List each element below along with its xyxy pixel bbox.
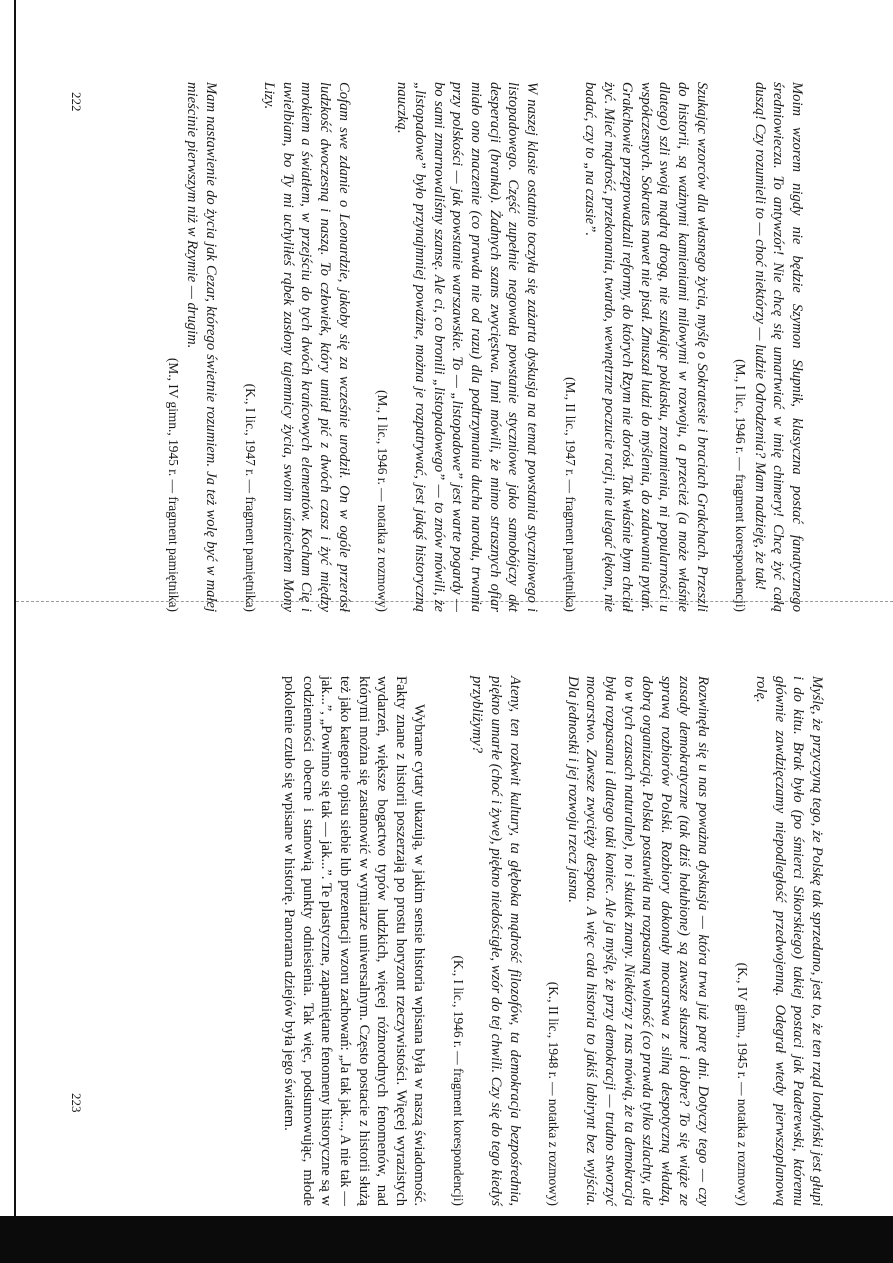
- quote-text: Mam nastawienie do życia jak Cezar, którego świetnie rozumiem. Ja też wolę być w małej mieścinie pierwszym niż w Rzymie — drugim.: [184, 82, 219, 612]
- body-paragraph: Wybrane cytaty ukazują, w jakim sensie historia wpisana była w naszą świadomość. Fakty znane z historii poszerzają po prostu horyzont rzeczywistości. Więcej wyrazistych wydarzeń, większe bogactwo typów ludzkich, więcej różnorodnych fenomenów, nad którymi można się zastanowić w wymiarze uniwersalnym. Często postacie z historii służą też jako kategorie opisu siebie lub prezentacji wzoru zachowań: „Ja tak jak..., A nie tak — jak...”, „Powinno się tak — jak...”. Te plastyczne, zapamiętane fenomeny historyczne są w codzienności obecne i stanowią punkty odniesienia. Tak więc, podsumowując, młode pokolenie czuło się wpisane w historię. Panorama dziejów była jego światem.: [281, 676, 428, 1206]
- scan-border: [0, 1216, 893, 1263]
- quote-text: W naszej klasie ostatnio toczyła się zażarta dyskusja na temat powstania styczniowego i listopadowego. Część zupełnie negowała powstanie styczniowe jako samobójczy akt desperacji (branka). Żadnych szans zwycięstwa. Inni mówili, że mimo strasznych ofiar miało ono znaczenie (co prawda nie od razu) dla podtrzymania ducha narodu, trwania przy polskości — jak powstanie warszawskie. To — „listopadowe” jest warte pogardy — bo sami zmarnowaliśmy szansę. Ale ci, co bronili „listopadowego” — to znów mówili, że „listopadowe” było przynajmniej poważne, można je rozpatrywać, jest jakąś historyczną nauczką.: [393, 82, 540, 612]
- quote-source: (M., IV gimn., 1945 r. — fragment pamiętnika): [165, 357, 181, 612]
- quote-source: (M., II lic., 1947 r. — fragment pamiętnika): [563, 376, 579, 612]
- quote-text: Rozwinęła się u nas poważna dyskusja — która trwa już parę dni. Dotyczy tego — czy zasady demokratyczne (tak dziś hołubione) są zawsze słuszne i dobre? To się wiąże ze sprawą rozbiorów Polski. Rozbiory dokonały mocarstwa z silną despotyczną władzą, dobrą organizacją. Polska postawiła na rozpasaną wolność (co prawda tylko szlachty, ale to w tych czasach naturalne), no i skutek znany. Niektórzy z nas mówią, że ta demokracja była rozpasana i dlatego taki koniec. Ale ja myślę, że przy demokracji — trudno stworzyć mocarstwo. Zawsze zwycięży despota. A więc cała historia to jakiś labirynt bez wyjścia. Dla jednostki i jej rozwoju rzecz jasna.: [564, 676, 712, 1206]
- quote-source: (K., II lic., 1948 r. — notatka z rozmowy): [546, 981, 562, 1206]
- quote-source: (M., I lic., 1946 r. — fragment korespondencji): [733, 359, 749, 612]
- scan-edge: [14, 0, 16, 1230]
- page-222-content: [143, 82, 806, 612]
- quote-text: Ateny, ten rozkwit kultury, ta głęboka mądrość filozofów, ta demokracja bezpośrednia, piękno umarłe (choć i żywe), piękno niedościgłe, wzór do tej chwili. Czy się do tego kiedyś przybliżymy?: [469, 676, 523, 1206]
- quote-source: (K., I lic., 1946 r. — fragment korespondencji): [450, 955, 466, 1206]
- quote-text: Moim wzorem nigdy nie będzie Szymon Słupnik, klasyczna postać fanatycznego średniowiecza. To antywzór! Nie chcę się umartwiać w imię chimery! Chcę żyć całą duszą! Czy rozumieli to — choć niektórzy — ludzie Odrodzenia? Mam nadzieję, że tak!: [751, 82, 805, 612]
- quote-text: Cofam swe zdanie o Leonardzie, jakoby się za wcześnie urodził. On w ogóle przerósł ludzkość dwoczesną i naszą. To człowiek, który umiał pić z dwóch czasz i żyć między mrokiem a światłem, w przejściu do tych dwóch krańcowych elementów. Kocham Cię i uwielbiam, bo Ty mi uchyliłeś rąbek zasłony tajemnicy życia, swoim uśmiechem Mony Lizy.: [261, 82, 352, 612]
- quote-source: (M., I lic., 1946 r. — notatka z rozmowy): [375, 389, 391, 612]
- page-number: 223: [69, 1093, 84, 1113]
- quote-text: Szukając wzorców dla własnego życia, myślę o Sokratesie i braciach Grakchach. Przeszli do historii, są ważnymi kamieniami milowymi w rozwoju, a przecież (a może właśnie dlatego) szli swoją mądrą drogą, nie szukając poklasku, zrozumienia, ni popularności u współczesnych. Sokrates nawet nie pisał. Zmuszał ludzi do myślenia, do zadawania pytań. Grakchowie przeprowadzali reformy, do których Rzym nie dorósł. Tak właśnie bym chciał żyć. Mieć mądrość, przekonania, twardo, wewnętrzne poczucie racji, nie ulegać lękom, nie badać, czy to „na czasie”.: [582, 82, 710, 612]
- page-223-content: [280, 676, 826, 1206]
- quote-source: (K., I lic., 1947 r. — fragment pamiętnika): [242, 383, 258, 612]
- quote-text: Myślę, że przyczyną tego, że Polskę tak sprzedano, jest to, że ten rząd londyński jest głupi i do kitu. Brak było (po śmierci Sikorskiego) takiej postaci jak Paderewski, któremu głównie zawdzięczamy niepodległość przedwojenną. Odegrał wtedy pierwszoplanową rolę.: [753, 676, 825, 1206]
- page-number: 222: [69, 92, 84, 112]
- quote-source: (K., IV gimn., 1945 r. — notatka z rozmowy): [734, 962, 750, 1206]
